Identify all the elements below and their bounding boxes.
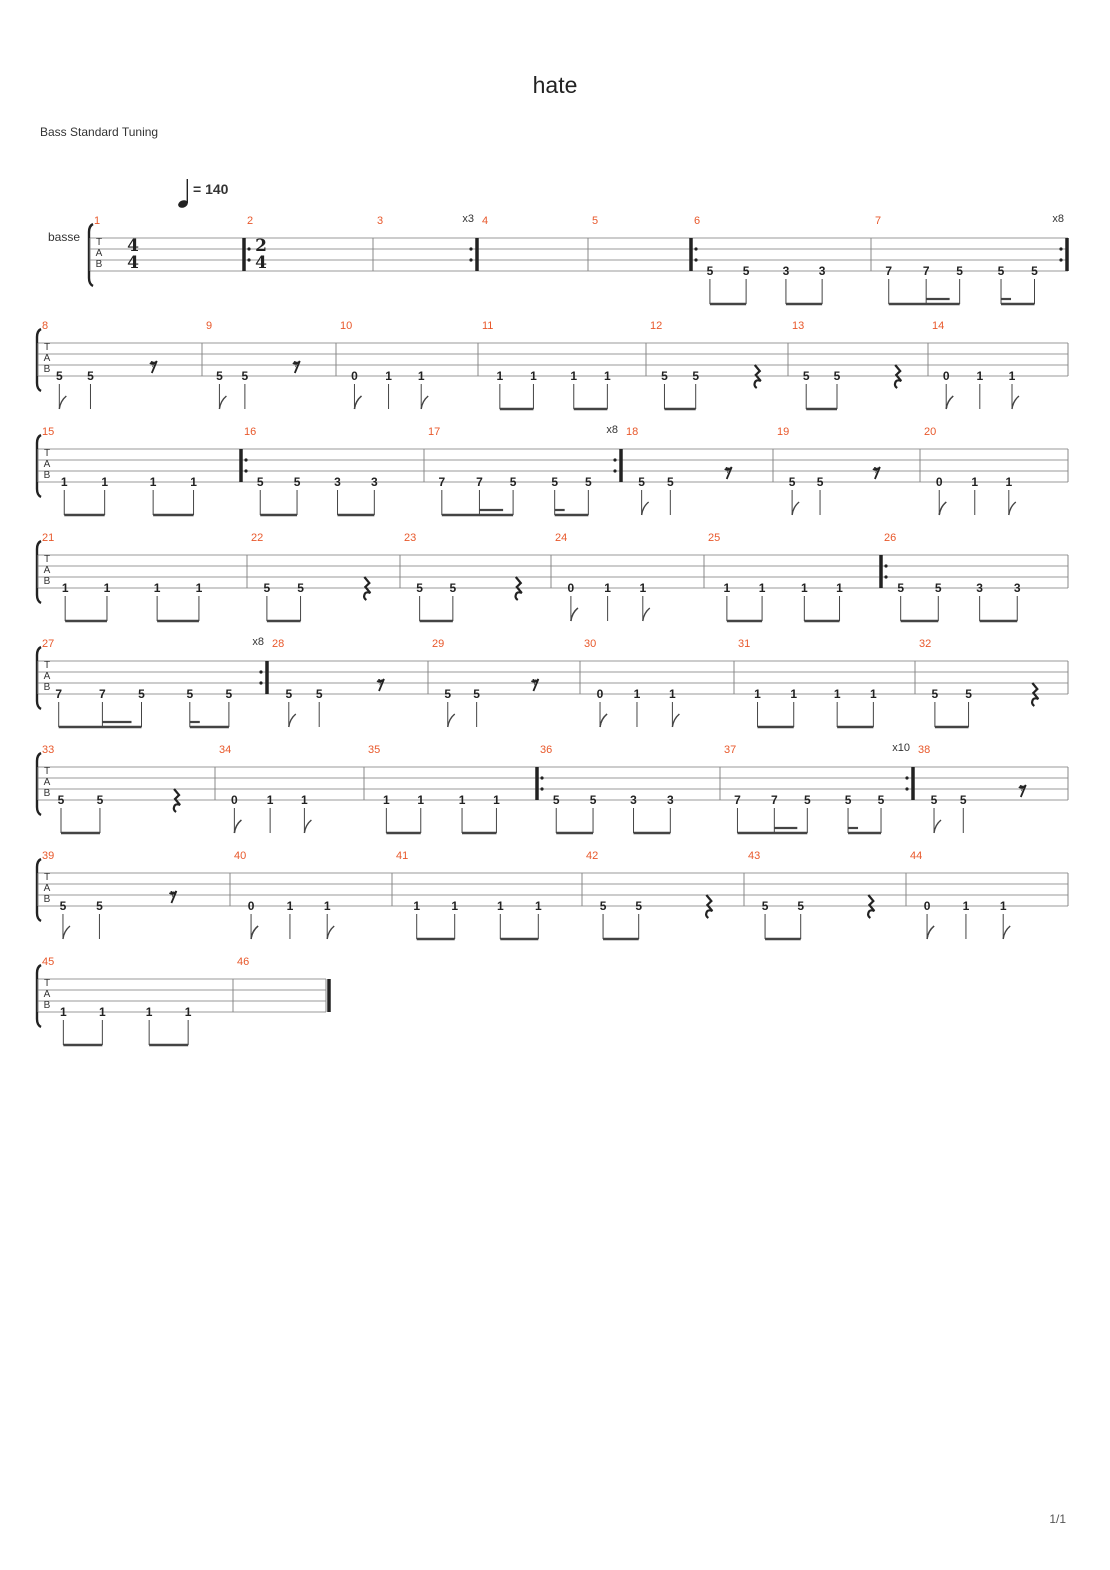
eighth-rest-icon: 𝄾: [377, 673, 383, 693]
eighth-rest-icon: 𝄾: [725, 461, 730, 481]
repeat-dot: [1059, 258, 1062, 261]
fret-number: 5: [844, 793, 852, 807]
repeat-dot: [540, 776, 543, 779]
fret-number: 0: [942, 369, 950, 383]
fret-number: 5: [589, 793, 597, 807]
tab-clef-letter: A: [43, 565, 51, 576]
repeat-dot: [694, 258, 697, 261]
tab-clef-letter: B: [95, 259, 103, 270]
measure-number: 7: [875, 215, 882, 227]
tab-clef-letter: A: [43, 883, 51, 894]
repeat-dot: [259, 670, 262, 673]
note-flag: [927, 926, 934, 939]
measure-number: 3: [377, 215, 384, 227]
fret-number: 5: [599, 899, 607, 913]
fret-number: 5: [416, 581, 423, 595]
fret-number: 1: [971, 475, 979, 489]
fret-number: 1: [195, 581, 203, 595]
fret-number: 3: [666, 793, 674, 807]
tab-clef-letter: B: [43, 788, 51, 799]
fret-number: 5: [930, 793, 938, 807]
page-title: hate: [532, 72, 578, 98]
fret-number: 5: [552, 793, 560, 807]
fret-number: 5: [96, 793, 104, 807]
repeat-count: x8: [606, 424, 618, 436]
fret-number: 1: [286, 899, 294, 913]
fret-number: 5: [551, 475, 559, 489]
fret-number: 5: [661, 369, 668, 383]
fret-number: 5: [816, 475, 824, 489]
tab-clef-letter: B: [43, 576, 51, 587]
fret-number: 1: [323, 899, 331, 913]
measure-number: 21: [42, 532, 55, 544]
measure-number: 16: [244, 426, 257, 438]
fret-number: 1: [301, 793, 308, 807]
eighth-rest-icon: 𝄾: [150, 355, 156, 375]
fret-number: 7: [476, 475, 483, 489]
note-flag: [63, 926, 70, 939]
fret-number: 1: [790, 687, 798, 701]
tab-clef-letter: T: [43, 766, 51, 777]
measure-number: 11: [482, 320, 494, 332]
time-signature-bottom: 4: [127, 253, 139, 273]
note-flag: [792, 502, 799, 515]
fret-number: 0: [923, 899, 931, 913]
repeat-count: x8: [252, 636, 264, 648]
note-flag: [234, 820, 241, 833]
instrument-name: basse: [48, 230, 81, 244]
fret-number: 1: [99, 1005, 106, 1019]
repeat-dot: [694, 247, 697, 250]
tab-clef-letter: T: [43, 660, 51, 671]
fret-number: 5: [959, 793, 967, 807]
measure-number: 33: [42, 744, 55, 756]
fret-number: 3: [782, 264, 790, 278]
measure-number: 34: [219, 744, 232, 756]
fret-number: 5: [965, 687, 972, 701]
fret-number: 0: [247, 899, 255, 913]
repeat-dot: [247, 247, 250, 250]
fret-number: 1: [639, 581, 647, 595]
fret-number: 3: [1013, 581, 1021, 595]
repeat-count: x10: [892, 742, 910, 754]
note-flag: [448, 714, 455, 727]
fret-number: 1: [383, 793, 390, 807]
repeat-dot: [540, 787, 543, 790]
tab-clef-letter: A: [43, 777, 51, 788]
repeat-dot: [259, 681, 262, 684]
staff-system: [37, 320, 1068, 409]
repeat-dot: [905, 776, 908, 779]
note-flag: [1009, 502, 1016, 515]
measure-number: 6: [694, 215, 701, 227]
fret-number: 5: [256, 475, 264, 489]
measure-number: 35: [368, 744, 381, 756]
fret-number: 5: [742, 264, 750, 278]
fret-number: 7: [734, 793, 741, 807]
note-flag: [939, 502, 946, 515]
tab-clef-letter: A: [43, 671, 51, 682]
fret-number: 7: [99, 687, 106, 701]
fret-number: 1: [999, 899, 1007, 913]
fret-number: 7: [770, 793, 778, 807]
fret-number: 5: [216, 369, 223, 383]
note-flag: [571, 608, 578, 621]
tab-clef-letter: T: [43, 448, 51, 459]
fret-number: 1: [493, 793, 500, 807]
repeat-dot: [469, 258, 472, 261]
fret-number: 5: [55, 369, 63, 383]
fret-number: 1: [190, 475, 197, 489]
repeat-dot: [244, 458, 247, 461]
fret-number: 1: [385, 369, 392, 383]
fret-number: 1: [103, 581, 111, 595]
fret-number: 0: [567, 581, 575, 595]
measure-number: 24: [555, 532, 568, 544]
measure-2: [247, 215, 253, 227]
tab-clef-letter: B: [43, 364, 51, 375]
eighth-rest-icon: 𝄾: [293, 355, 299, 375]
measure-number: 46: [237, 956, 250, 968]
staff-system: [37, 424, 1068, 515]
fret-number: 0: [231, 793, 238, 807]
measure-number: 23: [404, 532, 417, 544]
fret-number: 5: [263, 581, 271, 595]
measure-number: 18: [626, 426, 639, 438]
note-flag: [421, 396, 428, 409]
page-number: 1/1: [1049, 1512, 1066, 1526]
fret-number: 1: [149, 475, 157, 489]
measure-number: 14: [932, 320, 945, 332]
fret-number: 1: [1005, 475, 1013, 489]
note-flag: [939, 502, 946, 515]
note-flag: [643, 608, 650, 621]
measure-number: 43: [748, 850, 761, 862]
measure-number: 42: [586, 850, 599, 862]
measure-number: 13: [792, 320, 805, 332]
fret-number: 5: [473, 687, 480, 701]
fret-number: 1: [633, 687, 641, 701]
tab-clef-letter: T: [43, 554, 51, 565]
fret-number: 5: [138, 687, 145, 701]
fret-number: 5: [931, 687, 939, 701]
repeat-dot: [247, 258, 250, 261]
fret-number: 1: [570, 369, 578, 383]
measure-46: [237, 956, 249, 968]
measure-number: 10: [340, 320, 353, 332]
measure-number: 15: [42, 426, 55, 438]
fret-number: 5: [57, 793, 65, 807]
eighth-rest-icon: 𝄾: [1019, 779, 1025, 799]
note-flag: [934, 820, 941, 833]
fret-number: 7: [885, 264, 893, 278]
fret-number: 0: [935, 475, 943, 489]
tab-clef-letter: A: [43, 459, 51, 470]
note-flag: [672, 714, 679, 727]
repeat-dot: [613, 469, 616, 472]
fret-number: 1: [417, 369, 425, 383]
staff-system: [37, 850, 1068, 939]
fret-number: 7: [438, 475, 446, 489]
fret-number: 5: [803, 793, 811, 807]
measure-number: 37: [724, 744, 737, 756]
fret-number: 5: [666, 475, 674, 489]
repeat-dot: [884, 575, 887, 578]
measure-number: 12: [650, 320, 663, 332]
note-flag: [1003, 926, 1010, 939]
tab-clef-letter: B: [43, 470, 51, 481]
fret-number: 1: [534, 899, 542, 913]
fret-number: 1: [266, 793, 274, 807]
measure-number: 45: [42, 956, 55, 968]
tab-clef-letter: A: [43, 989, 51, 1000]
fret-number: 3: [818, 264, 826, 278]
measure-number: 25: [708, 532, 721, 544]
fret-number: 5: [293, 475, 301, 489]
tab-clef-letter: T: [43, 978, 51, 989]
fret-number: 1: [184, 1005, 192, 1019]
measure-number: 40: [234, 850, 247, 862]
fret-number: 5: [509, 475, 517, 489]
measure-number: 8: [42, 320, 49, 332]
fret-number: 3: [370, 475, 378, 489]
repeat-dot: [469, 247, 472, 250]
fret-number: 5: [1031, 264, 1038, 278]
fret-number: 5: [997, 264, 1005, 278]
fret-number: 1: [604, 369, 611, 383]
fret-number: 5: [638, 475, 645, 489]
fret-number: 0: [351, 369, 358, 383]
measure-number: 28: [272, 638, 285, 650]
note-flag: [289, 714, 296, 727]
fret-number: 1: [604, 581, 611, 595]
measure-4: [482, 215, 488, 227]
fret-number: 3: [976, 581, 983, 595]
tab-clef-letter: T: [95, 237, 103, 248]
fret-number: 1: [145, 1005, 153, 1019]
measure-3: [377, 215, 383, 227]
repeat-dot: [613, 458, 616, 461]
repeat-dot: [884, 564, 887, 567]
measure-5: [592, 215, 598, 227]
measure-number: 4: [482, 215, 489, 227]
fret-number: 1: [976, 369, 984, 383]
fret-number: 0: [596, 687, 604, 701]
measure-number: 26: [884, 532, 897, 544]
tempo-text: = 140: [193, 181, 229, 197]
note-flag: [600, 714, 607, 727]
fret-number: 1: [413, 899, 421, 913]
measure-number: 39: [42, 850, 55, 862]
tab-clef-letter: A: [43, 353, 51, 364]
fret-number: 1: [101, 475, 109, 489]
time-signature-top: 4: [127, 236, 139, 256]
repeat-count: x3: [462, 213, 474, 225]
measure-number: 27: [42, 638, 55, 650]
fret-number: 1: [61, 581, 69, 595]
fret-number: 5: [877, 793, 885, 807]
fret-number: 5: [635, 899, 643, 913]
fret-number: 1: [870, 687, 877, 701]
fret-number: 5: [584, 475, 592, 489]
measure-1: [94, 215, 100, 227]
measure-number: 31: [738, 638, 751, 650]
note-flag: [219, 396, 226, 409]
fret-number: 5: [59, 899, 67, 913]
fret-number: 1: [496, 899, 504, 913]
staff-system: [37, 956, 329, 1045]
note-flag: [304, 820, 311, 833]
note-flag: [327, 926, 334, 939]
note-flag: [354, 396, 361, 409]
measure-number: 22: [251, 532, 264, 544]
fret-number: 5: [285, 687, 293, 701]
note-flag: [927, 926, 934, 939]
fret-number: 1: [60, 475, 68, 489]
note-flag: [600, 714, 607, 727]
measure-number: 5: [592, 215, 599, 227]
repeat-count: x8: [1052, 213, 1064, 225]
fret-number: 5: [802, 369, 810, 383]
note-flag: [59, 396, 66, 409]
measure-number: 44: [910, 850, 923, 862]
staff-system: [37, 742, 1068, 833]
fret-number: 7: [922, 264, 930, 278]
tab-clef-letter: B: [43, 682, 51, 693]
fret-number: 1: [754, 687, 761, 701]
fret-number: 5: [315, 687, 323, 701]
fret-number: 1: [833, 687, 841, 701]
fret-number: 5: [87, 369, 94, 383]
measure-number: 30: [584, 638, 597, 650]
measure-number: 19: [777, 426, 790, 438]
tab-clef-letter: B: [43, 1000, 51, 1011]
fret-number: 1: [962, 899, 970, 913]
measure-number: 29: [432, 638, 445, 650]
measure-number: 17: [428, 426, 441, 438]
staff-system: [37, 532, 1068, 621]
fret-number: 5: [225, 687, 233, 701]
fret-number: 3: [334, 475, 341, 489]
fret-number: 5: [444, 687, 452, 701]
fret-number: 5: [934, 581, 942, 595]
fret-number: 5: [761, 899, 769, 913]
fret-number: 5: [956, 264, 963, 278]
repeat-dot: [244, 469, 247, 472]
fret-number: 5: [96, 899, 103, 913]
measure-number: 9: [206, 320, 213, 332]
eighth-rest-icon: 𝄾: [873, 461, 879, 481]
note-flag: [251, 926, 258, 939]
time-signature-top: 2: [255, 236, 267, 256]
fret-number: 1: [800, 581, 808, 595]
note-flag: [234, 820, 241, 833]
tab-clef-letter: A: [95, 248, 103, 259]
note-flag: [946, 396, 953, 409]
measure-number: 1: [94, 215, 101, 227]
fret-number: 1: [417, 793, 425, 807]
note-flag: [251, 926, 258, 939]
measure-number: 38: [918, 744, 931, 756]
tuning-label: Bass Standard Tuning: [40, 125, 159, 139]
fret-number: 5: [897, 581, 905, 595]
repeat-dot: [905, 787, 908, 790]
fret-number: 1: [723, 581, 731, 595]
staff-system: [89, 213, 1068, 304]
tab-clef-letter: T: [43, 872, 51, 883]
eighth-rest-icon: 𝄾: [532, 673, 537, 693]
fret-number: 5: [297, 581, 304, 595]
tab-clef-letter: T: [43, 342, 51, 353]
measure-number: 2: [247, 215, 254, 227]
fret-number: 5: [692, 369, 700, 383]
note-flag: [354, 396, 361, 409]
fret-number: 1: [153, 581, 161, 595]
fret-number: 1: [758, 581, 766, 595]
measure-number: 32: [919, 638, 932, 650]
fret-number: 1: [451, 899, 459, 913]
measure-number: 41: [396, 850, 409, 862]
fret-number: 1: [836, 581, 843, 595]
note-flag: [1012, 396, 1019, 409]
fret-number: 1: [458, 793, 466, 807]
fret-number: 1: [60, 1005, 67, 1019]
measure-number: 36: [540, 744, 553, 756]
fret-number: 5: [706, 264, 714, 278]
fret-number: 1: [496, 369, 504, 383]
fret-number: 5: [186, 687, 194, 701]
fret-number: 5: [241, 369, 249, 383]
fret-number: 5: [788, 475, 796, 489]
time-signature-bottom: 4: [255, 253, 267, 273]
fret-number: 1: [530, 369, 537, 383]
fret-number: 5: [449, 581, 457, 595]
fret-number: 7: [55, 687, 63, 701]
note-flag: [571, 608, 578, 621]
staff-system: [37, 636, 1068, 727]
repeat-dot: [1059, 247, 1062, 250]
measure-number: 20: [924, 426, 937, 438]
fret-number: 1: [1008, 369, 1016, 383]
fret-number: 5: [797, 899, 805, 913]
fret-number: 3: [630, 793, 637, 807]
note-flag: [642, 502, 649, 515]
fret-number: 1: [669, 687, 676, 701]
eighth-rest-icon: 𝄾: [170, 885, 175, 905]
note-flag: [946, 396, 953, 409]
fret-number: 5: [833, 369, 841, 383]
tab-clef-letter: B: [43, 894, 51, 905]
